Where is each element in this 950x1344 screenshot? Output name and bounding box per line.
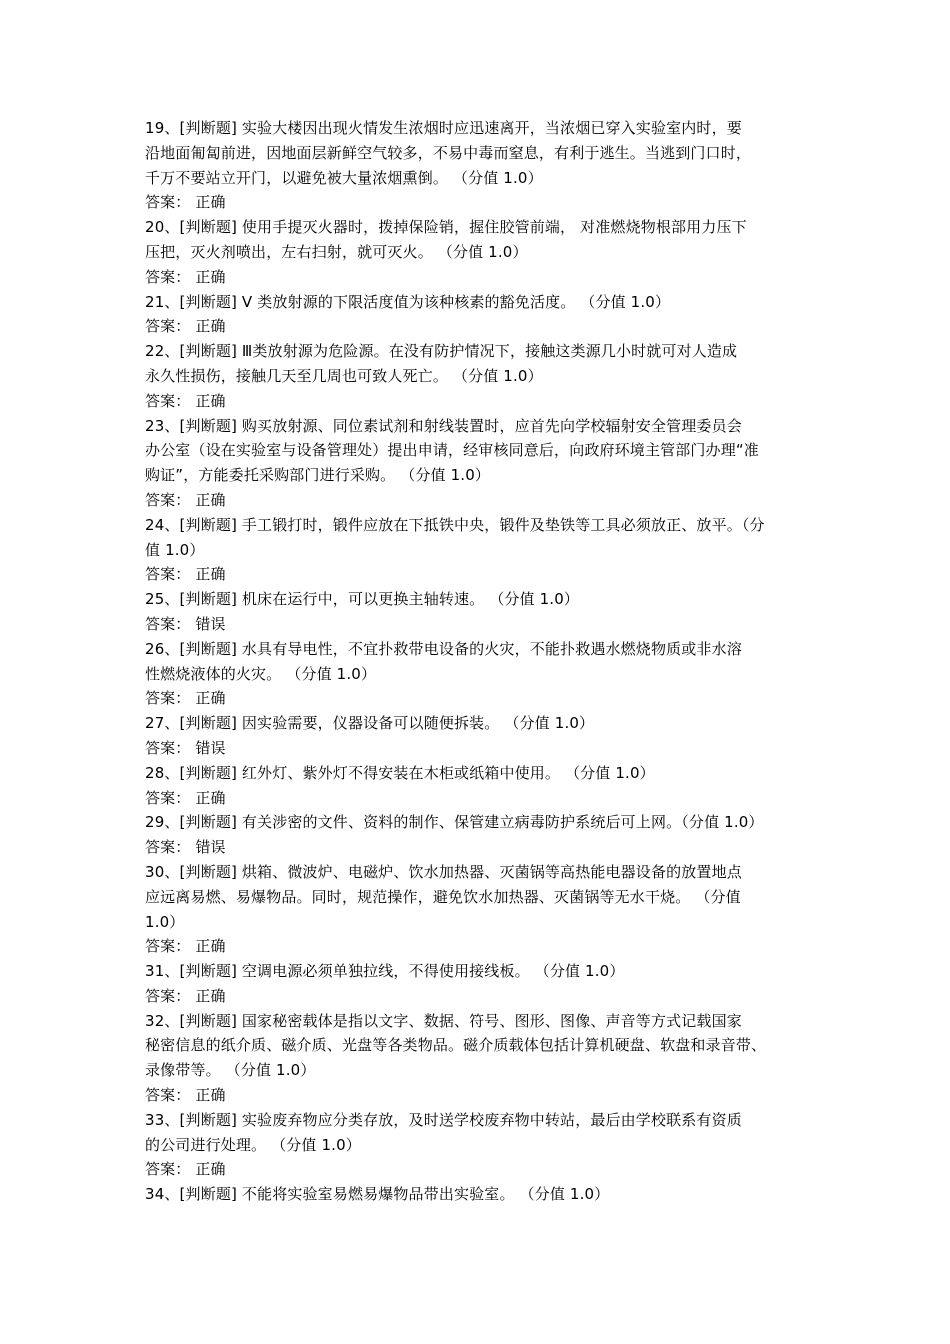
question-item [145,959,811,1009]
answer-line: 答案： 正确 [145,490,226,509]
question-item [145,860,811,959]
answer-line: 答案： 正确 [145,986,226,1005]
question-item [145,1009,811,1108]
question-text-line: 24、[判断题] 手工锻打时，锻件应放在下抵铁中央，锻件及垫铁等工具必须放正、放平。（分 [145,515,765,534]
question-item [145,1182,811,1207]
question-item [145,290,811,340]
answer-line: 答案： 正确 [145,193,226,212]
question-text-line: 29、[判断题] 有关涉密的文件、资料的制作、保管建立病毒防护系统后可上网。（分值 1.0） [145,813,764,832]
question-item [145,339,811,413]
question-item [145,810,811,860]
question-text-line: 33、[判断题] 实验废弃物应分类存放，及时送学校废弃物中转站，最后由学校联系有资质 [145,1110,742,1129]
question-text-line: 录像带等。 （分值 1.0） [145,1061,316,1080]
question-text-line: 21、[判断题] V 类放射源的下限活度值为该种核素的豁免活度。 （分值 1.0） [145,292,671,311]
answer-line: 答案： 错误 [145,738,226,757]
answer-line: 答案： 错误 [145,614,226,633]
question-text-line: 压把，灭火剂喷出，左右扫射，就可灭火。 （分值 1.0） [145,242,528,261]
question-item [145,414,811,513]
document-page [145,116,811,1207]
question-text-line: 永久性损伤，接触几天至几周也可致人死亡。 （分值 1.0） [145,366,543,385]
question-text-line: 34、[判断题] 不能将实验室易燃易爆物品带出实验室。 （分值 1.0） [145,1185,610,1204]
answer-line: 答案： 正确 [145,689,226,708]
question-text-line: 沿地面匍匐前进，因地面层新鲜空气较多，不易中毒而窒息，有利于逃生。当逃到门口时， [145,143,752,162]
answer-line: 答案： 正确 [145,317,226,336]
question-item [145,116,811,215]
question-item [145,711,811,761]
question-item [145,1108,811,1182]
answer-line: 答案： 正确 [145,267,226,286]
question-item [145,587,811,637]
answer-line: 答案： 正确 [145,788,226,807]
question-text-line: 办公室（设在实验室与设备管理处）提出申请，经审核同意后，向政府环境主管部门办理“准 [145,441,759,460]
question-item [145,761,811,811]
question-text-line: 性燃烧液体的火灾。 （分值 1.0） [145,664,377,683]
question-text-line: 购证”，方能委托采购部门进行采购。 （分值 1.0） [145,466,491,485]
question-text-line: 22、[判断题] Ⅲ类放射源为危险源。在没有防护情况下，接触这类源几小时就可对人造成 [145,342,738,361]
question-text-line: 32、[判断题] 国家秘密载体是指以文字、数据、符号、图形、图像、声音等方式记载国家 [145,1011,742,1030]
question-text-line: 23、[判断题] 购买放射源、同位素试剂和射线装置时，应首先向学校辐射安全管理委员会 [145,416,742,435]
answer-line: 答案： 正确 [145,1086,226,1105]
question-text-line: 31、[判断题] 空调电源必须单独拉线，不得使用接线板。 （分值 1.0） [145,962,625,981]
question-text-line: 27、[判断题] 因实验需要，仪器设备可以随便拆装。 （分值 1.0） [145,714,595,733]
question-text-line: 1.0） [145,912,185,931]
question-text-line: 20、[判断题] 使用手提灭火器时，拨掉保险销，握住胶管前端， 对准燃烧物根部用力压下 [145,218,747,237]
question-text-line: 秘密信息的纸介质、磁介质、光盘等各类物品。磁介质载体包括计算机硬盘、软盘和录音带、 [145,1036,767,1055]
question-text-line: 25、[判断题] 机床在运行中，可以更换主轴转速。 （分值 1.0） [145,590,580,609]
question-text-line: 30、[判断题] 烘箱、微波炉、电磁炉、饮水加热器、灭菌锅等高热能电器设备的放置地点 [145,862,742,881]
question-text-line: 19、[判断题] 实验大楼因出现火情发生浓烟时应迅速离开，当浓烟已穿入实验室内时，要 [145,119,742,137]
answer-line: 答案： 正确 [145,937,226,956]
question-text-line: 26、[判断题] 水具有导电性，不宜扑救带电设备的火灾，不能扑救遇水燃烧物质或非水溶 [145,639,742,658]
question-item [145,637,811,711]
question-text-line: 值 1.0） [145,540,205,559]
answer-line: 答案： 正确 [145,391,226,410]
answer-line: 答案： 错误 [145,838,226,857]
question-item [145,513,811,587]
question-item [145,215,811,289]
question-text-line: 28、[判断题] 红外灯、紫外灯不得安装在木柜或纸箱中使用。 （分值 1.0） [145,763,655,782]
question-text-line: 应远离易燃、易爆物品。同时，规范操作，避免饮水加热器、灭菌锅等无水干烧。 （分值 [145,887,741,906]
answer-line: 答案： 正确 [145,1160,226,1179]
question-text-line: 的公司进行处理。 （分值 1.0） [145,1135,361,1154]
question-text-line: 千万不要站立开门，以避免被大量浓烟熏倒。 （分值 1.0） [145,168,543,187]
answer-line: 答案： 正确 [145,565,226,584]
